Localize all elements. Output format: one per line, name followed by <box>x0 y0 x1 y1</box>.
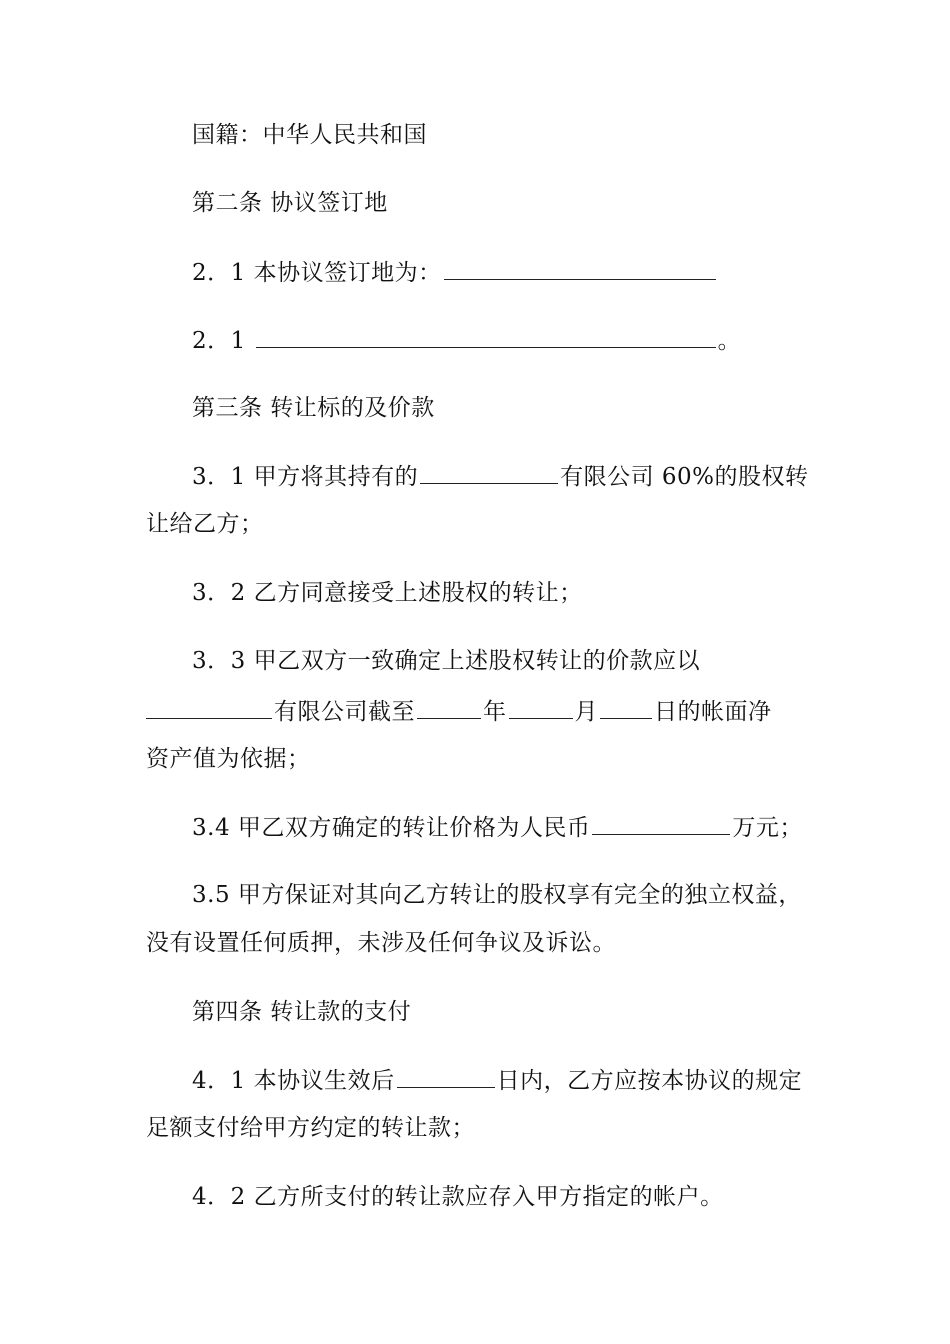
clause-3-5-text2: 没有设置任何质押，未涉及任何争议及诉讼。 <box>146 930 616 956</box>
days-blank <box>397 1065 495 1088</box>
clause-3-2 <box>0 578 950 608</box>
clause-3-1-suffix: 有限公司 60%的股权转 <box>560 464 809 490</box>
clause-3-3-year: 年 <box>483 699 507 725</box>
clause-3-1-prefix: 3．1 甲方将其持有的 <box>192 464 419 490</box>
clause-3-1-cont: 让给乙方； <box>146 511 264 537</box>
price-blank <box>592 812 730 835</box>
clause-3-1-line1 <box>0 461 950 492</box>
clause-3-5-line1 <box>0 880 950 910</box>
day-blank <box>600 696 652 719</box>
clause-3-3-line3 <box>0 744 950 774</box>
clause-4-2 <box>0 1182 950 1212</box>
clause-4-1-line1 <box>0 1065 950 1096</box>
clause-2-1b-period: 。 <box>717 328 742 354</box>
clause-3-2-text: 3．2 乙方同意接受上述股权的转让； <box>192 580 583 606</box>
clause-2-1-label: 2．1 本协议签订地为： <box>192 260 442 286</box>
clause-3-5-text1: 3.5 甲方保证对其向乙方转让的股权享有完全的独立权益， <box>192 882 802 908</box>
nationality-line <box>0 120 950 150</box>
clause-3-3-day: 日的帐面净 <box>654 699 772 725</box>
clause-3-3-text1: 3．3 甲乙双方一致确定上述股权转让的价款应以 <box>192 648 701 674</box>
clause-4-1-prefix: 4．1 本协议生效后 <box>192 1068 395 1094</box>
clause-4-1-cont: 足额支付给甲方约定的转让款； <box>146 1115 475 1141</box>
company-blank <box>146 696 272 719</box>
clause-4-1-suffix: 日内，乙方应按本协议的规定 <box>496 1068 803 1094</box>
article-2-title: 第二条 协议签订地 <box>192 190 388 216</box>
year-blank <box>417 696 481 719</box>
article-4-title: 第四条 转让款的支付 <box>192 999 412 1025</box>
clause-3-3-cont: 资产值为依据； <box>146 746 311 772</box>
article-2-heading <box>0 188 950 218</box>
clause-4-2-text: 4．2 乙方所支付的转让款应存入甲方指定的帐户。 <box>192 1184 724 1210</box>
clause-3-4-suffix: 万元； <box>732 815 803 841</box>
month-blank <box>509 696 573 719</box>
clause-3-4 <box>0 812 950 843</box>
clause-3-4-prefix: 3.4 甲乙双方确定的转让价格为人民币 <box>192 815 591 841</box>
clause-3-5-line2 <box>0 928 950 958</box>
nationality-text: 国籍：中华人民共和国 <box>192 122 427 148</box>
company-name-blank <box>420 461 558 484</box>
clause-2-1-second <box>0 325 950 356</box>
clause-2-1-signing-place <box>0 257 950 288</box>
clause-2-1b-label: 2．1 <box>192 328 254 354</box>
clause-4-1-line2 <box>0 1113 950 1143</box>
signing-place-blank <box>444 257 716 280</box>
article-3-heading <box>0 393 950 423</box>
clause-3-3-line2 <box>0 696 950 727</box>
clause-2-1b-blank <box>256 325 716 348</box>
clause-3-3-month: 月 <box>574 699 598 725</box>
clause-3-3-line1 <box>0 646 950 676</box>
clause-3-3-company: 有限公司截至 <box>274 699 415 725</box>
article-3-title: 第三条 转让标的及价款 <box>192 395 435 421</box>
article-4-heading <box>0 997 950 1027</box>
clause-3-1-line2 <box>0 509 950 539</box>
